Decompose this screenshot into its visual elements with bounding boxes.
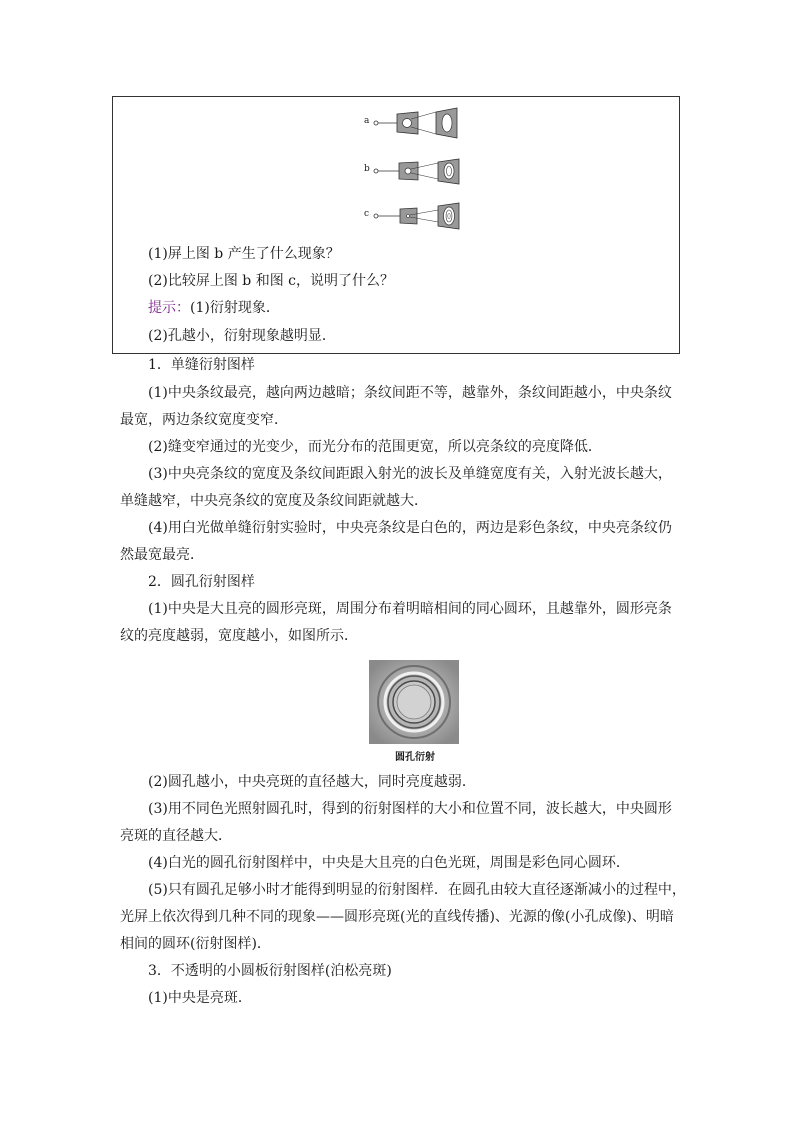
s1-p1-line2: 最宽，两边条纹宽度变窄． [120,412,288,428]
apparatus-b-diagram [360,152,470,192]
apparatus-a-diagram [360,104,470,144]
s1-p1-line1: (1)中央条纹最亮，越向两边越暗；条纹间距不等，越靠外，条纹间距越小，中央条纹 [148,385,672,401]
apparatus-b [360,152,470,192]
question-1: (1)屏上图 b 产生了什么现象？ [148,246,340,262]
question-2: (2)比较屏上图 b 和图 c，说明了什么？ [148,273,394,289]
hint-answer-2: (2)孔越小，衍射现象越明显． [148,328,336,344]
hint-answer-1: (1)衍射现象． [190,300,280,316]
s1-p3-line1: (3)中央亮条纹的宽度及条纹间距跟入射光的波长及单缝宽度有关，入射光波长越大， [148,466,672,482]
s2-p5-line2: 光屏上依次得到几种不同的现象——圆形亮斑(光的直线传播)、光源的像(小孔成像)、明暗 [120,909,674,925]
s1-p3-line2: 单缝越窄，中央亮条纹的宽度及条纹间距就越大． [120,493,428,509]
hint-line-1 [148,298,708,318]
apparatus-c-diagram [360,197,470,237]
s2-p5-line3: 相间的圆环(衍射图样)． [120,936,271,952]
s2-p5-line1: (5)只有圆孔足够小时才能得到明显的衍射图样．在圆孔由较大直径逐渐减小的过程中， [148,882,686,898]
section-3-title: 3．不透明的小圆板衍射图样(泊松亮斑) [148,963,392,979]
section-2-title: 2．圆孔衍射图样 [148,574,255,590]
s3-p1: (1)中央是亮斑． [148,990,252,1006]
s2-p1-line2: 纹的亮度越弱，宽度越小，如图所示． [120,628,358,644]
s1-p4-line2: 然最宽最亮． [120,547,204,563]
figure-caption: 圆孔衍射 [395,752,435,763]
apparatus-label-c: c [364,209,370,219]
s2-p1-line1: (1)中央是大且亮的圆形亮斑，周围分布着明暗相间的同心圆环，且越靠外，圆形亮条 [148,601,672,617]
apparatus-a [360,104,470,144]
apparatus-c [360,197,470,237]
s2-p4: (4)白光的圆孔衍射图样中，中央是大且亮的白色光斑，周围是彩色同心圆环． [148,855,630,871]
s2-p2: (2)圆孔越小，中央亮斑的直径越大，同时亮度越弱． [148,774,476,790]
circular-aperture-diffraction-image [369,660,459,744]
hint-label: 提示： [148,300,190,316]
s1-p4-line1: (4)用白光做单缝衍射实验时，中央亮条纹是白色的，两边是彩色条纹，中央亮条纹仍 [148,520,672,536]
s2-p3-line1: (3)用不同色光照射圆孔时，得到的衍射图样的大小和位置不同，波长越大，中央圆形 [148,801,672,817]
section-1-title: 1．单缝衍射图样 [148,357,255,373]
s1-p2: (2)缝变窄通过的光变少，而光分布的范围更宽，所以亮条纹的亮度降低． [148,439,602,455]
apparatus-label-a: a [364,116,370,126]
s2-p3-line2: 亮斑的直径越大． [120,828,232,844]
apparatus-label-b: b [364,164,370,174]
